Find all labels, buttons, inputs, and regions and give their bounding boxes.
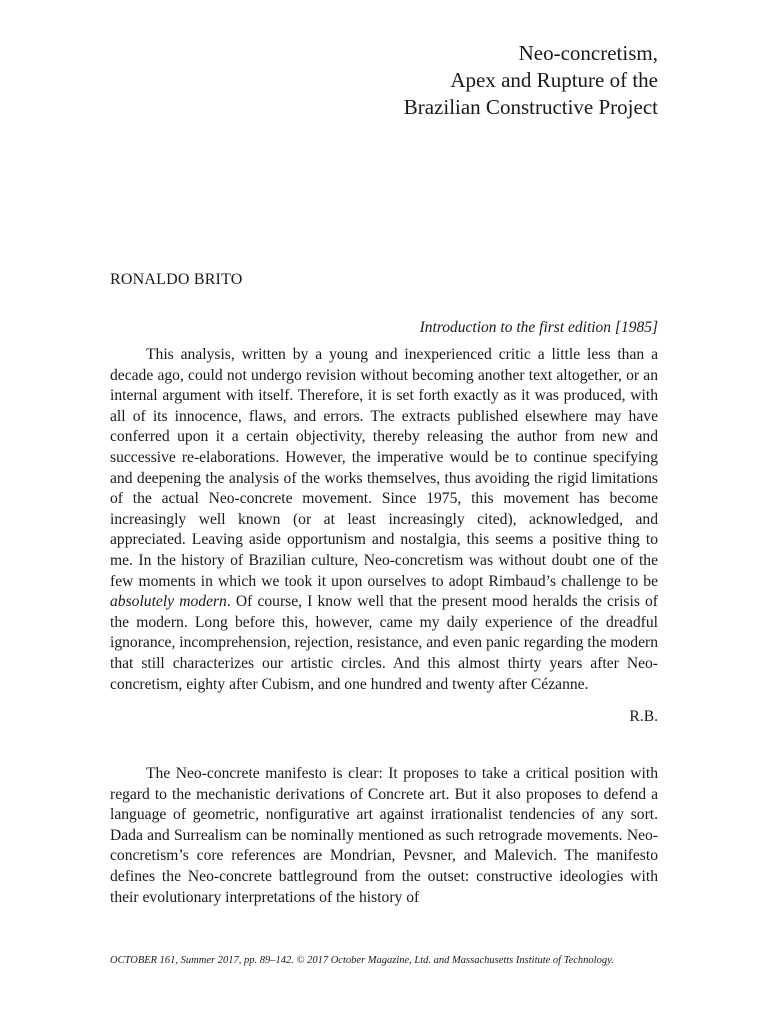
body-paragraph-text: The Neo-concrete manifesto is clear: It proposes to take a critical position with regard to the mechanistic derivations of Concrete art. But it also proposes to defend a language of geometric, nonfigurative art against irrationalist tendencies of any sort. Dada and Surrealism can be nominally mentioned as such retrograde movements. Neo-concretism’s core references are Mondrian, Pevsner, and Malevich. The manifesto defines the Neo-concrete battleground from the outset: constructive ideologies with their evolutionary interpretations of the history of — [110, 765, 658, 906]
body-paragraph — [110, 764, 658, 908]
intro-heading: Introduction to the first edition [1985] — [419, 319, 658, 336]
author-initials: R.B. — [629, 708, 658, 725]
author-name: RONALDO BRITO — [110, 271, 243, 288]
article-title — [404, 40, 658, 121]
citation-footer: OCTOBER 161, Summer 2017, pp. 89–142. © 2017 October Magazine, Ltd. and Massachusetts Institute of Technology. — [110, 955, 614, 966]
title-line-2: Apex and Rupture of the — [450, 68, 658, 92]
intro-text-part-1: This analysis, written by a young and inexperienced critic a little less than a decade ago, could not undergo revision without becoming another text altogether, or an internal argument with itself. Therefore, it is set forth exactly as it was produced, with all of its innocence, flaws, and errors. The extracts published elsewhere may have conferred upon it a certain objectivity, thereby releasing the author from new and successive re-elaborations. However, the imperative would be to continue specifying and deepening the analysis of the works themselves, thus avoiding the rigid limitations of the actual Neo-concrete movement. Since 1975, this movement has become increasingly well known (or at least increasingly cited), acknowledged, and appreciated. Leaving aside opportunism and nostalgia, this seems a positive thing to me. In the history of Brazilian culture, Neo-concretism was without doubt one of the few moments in which we took it upon ourselves to adopt Rimbaud’s challenge to be — [110, 346, 658, 590]
intro-paragraph — [110, 345, 658, 695]
title-line-1: Neo-concretism, — [518, 41, 658, 65]
intro-text-part-2: . Of course, I know well that the present mood heralds the crisis of the modern. Long before this, however, came my daily experience of the dreadful ignorance, incomprehension, rejection, resistance, and even panic regarding the modern that still characterizes our artistic circles. And this almost thirty years after Neo-concretism, eighty after Cubism, and one hundred and twenty after Cézanne. — [110, 593, 658, 693]
intro-emphasis: absolutely modern — [110, 593, 227, 611]
title-line-3: Brazilian Constructive Project — [403, 95, 658, 119]
